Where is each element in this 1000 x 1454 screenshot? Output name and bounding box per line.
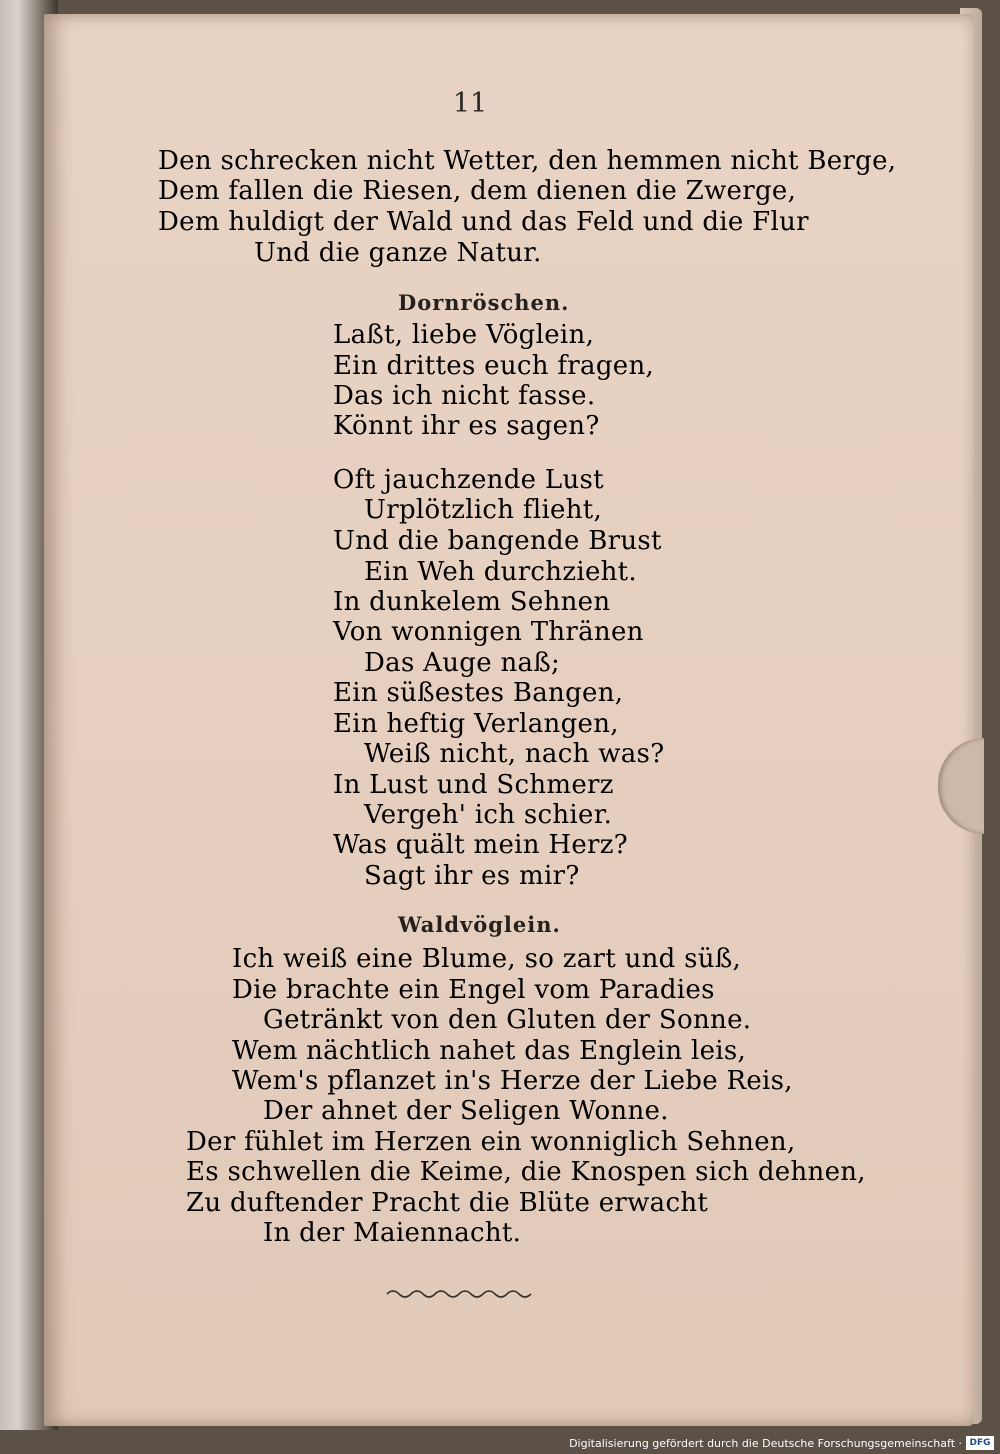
poem-line: Wem nächtlich nahet das Englein leis, (232, 1036, 747, 1066)
poem-line: Der ahnet der Seligen Wonne. (263, 1096, 669, 1126)
poem-line: Von wonnigen Thränen (333, 617, 644, 647)
poem-line: Ich weiß eine Blume, so zart und süß, (232, 944, 742, 974)
poem-line: Der fühlet im Herzen ein wonniglich Sehnen, (186, 1127, 796, 1157)
footer-bar (0, 1430, 1000, 1454)
poem-line: Könnt ihr es sagen? (333, 411, 600, 441)
poem-line: Und die ganze Natur. (254, 238, 542, 268)
dfg-logo: DFG (966, 1436, 994, 1450)
poem-line: In der Maiennacht. (263, 1218, 522, 1248)
page-number: 11 (452, 88, 488, 119)
poem-line: In dunkelem Sehnen (333, 587, 611, 617)
poem-line: In Lust und Schmerz (333, 770, 614, 800)
poem-line: Was quält mein Herz? (333, 830, 628, 860)
poem-line: Dem fallen die Riesen, dem dienen die Zwerge, (158, 176, 797, 206)
poem-line: Oft jauchzende Lust (333, 465, 604, 495)
digitization-credit: Digitalisierung gefördert durch die Deutsche Forschungsgemeinschaft · (569, 1437, 962, 1450)
poem-line: Laßt, liebe Vöglein, (333, 320, 595, 350)
poem-line: Es schwellen die Keime, die Knospen sich dehnen, (186, 1157, 866, 1187)
poem-line: Ein heftig Verlangen, (333, 709, 619, 739)
poem-line: Das ich nicht fasse. (333, 381, 596, 411)
poem-line: Vergeh' ich schier. (364, 800, 613, 830)
poem-line: Weiß nicht, nach was? (364, 739, 665, 769)
poem-line: Ein Weh durchzieht. (364, 557, 637, 587)
poem-line: Dem huldigt der Wald und das Feld und die Flur (158, 207, 809, 237)
poem-title: Waldvöglein. (398, 912, 561, 937)
poem-title: Dornröschen. (398, 290, 570, 315)
wavy-divider-ornament (385, 1284, 533, 1304)
poem-line: Getränkt von den Gluten der Sonne. (263, 1005, 752, 1035)
poem-line: Ein drittes euch fragen, (333, 351, 655, 381)
poem-line: Wem's pflanzet in's Herze der Liebe Reis, (232, 1066, 793, 1096)
poem-line: Sagt ihr es mir? (364, 861, 580, 891)
poem-line: Und die bangende Brust (333, 526, 662, 556)
poem-line: Zu duftender Pracht die Blüte erwacht (186, 1188, 709, 1218)
poem-line: Urplötzlich flieht, (364, 495, 603, 525)
poem-line: Das Auge naß; (364, 648, 561, 678)
poem-line: Ein süßestes Bangen, (333, 678, 624, 708)
poem-line: Den schrecken nicht Wetter, den hemmen nicht Berge, (158, 146, 897, 176)
poem-line: Die brachte ein Engel vom Paradies (232, 975, 715, 1005)
